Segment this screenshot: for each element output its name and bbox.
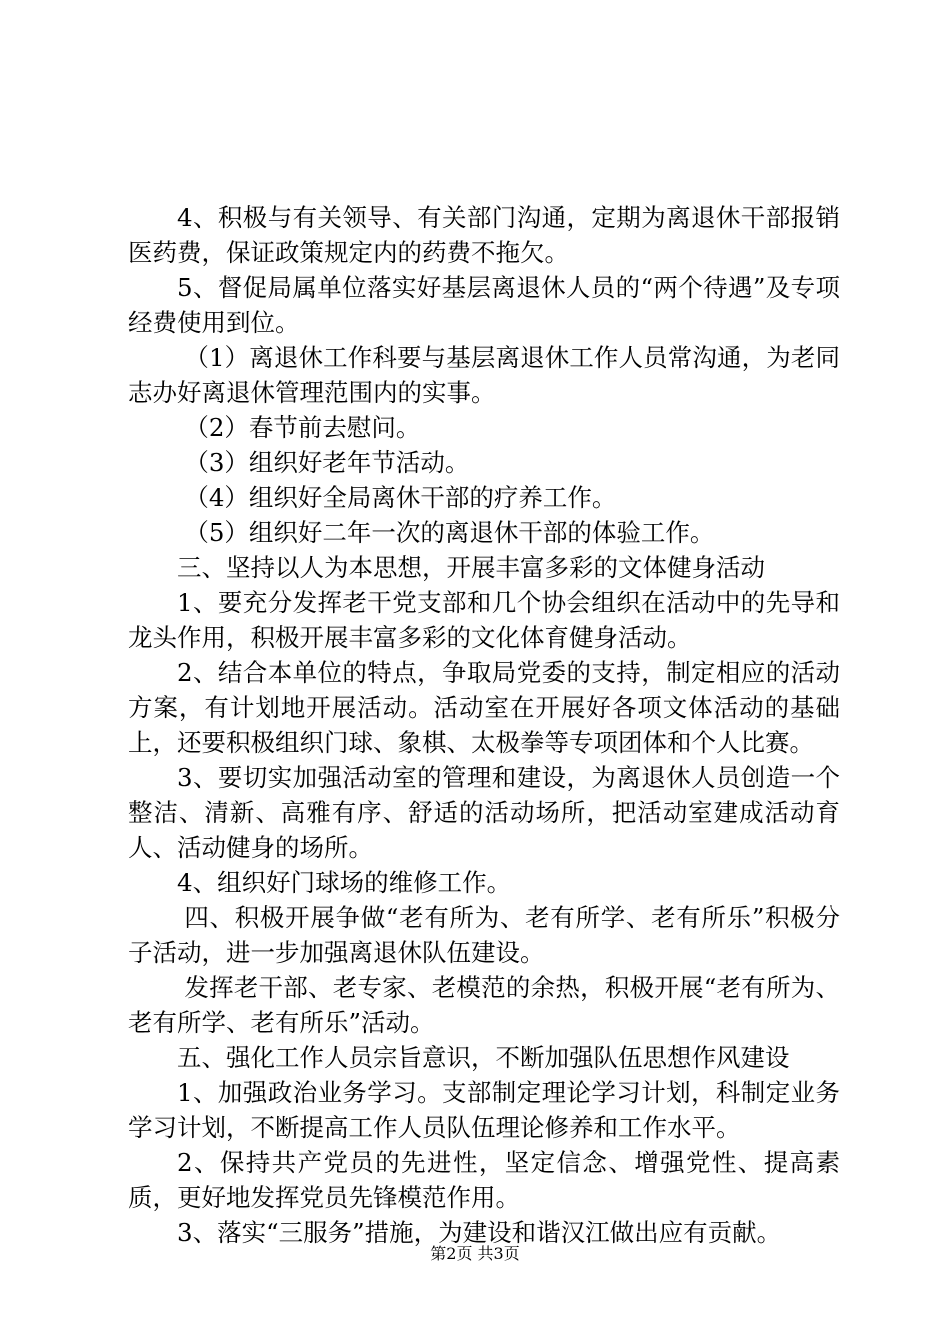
paragraph-sub-2-spring-festival: （2）春节前去慰问。 bbox=[184, 413, 421, 442]
paragraph-section3-item-4: 4、组织好门球场的维修工作。 bbox=[177, 868, 512, 897]
page-number-label: 第2页 共3页 bbox=[430, 1244, 520, 1263]
paragraph-sub-3-elderly-day: （3）组织好老年节活动。 bbox=[184, 448, 470, 477]
document-body bbox=[128, 200, 840, 1250]
paragraph-section5-item-1: 1、加强政治业务学习。支部制定理论学习计划，科制定业务学习计划，不断提高工作人员队伍理论修养和工作水平。 bbox=[128, 1078, 840, 1142]
page-footer bbox=[0, 1244, 950, 1264]
paragraph-item-5-two-treatments: 5、督促局属单位落实好基层离退休人员的“两个待遇”及专项经费使用到位。 bbox=[128, 273, 840, 337]
paragraph-section3-item-1: 1、要充分发挥老干党支部和几个协会组织在活动中的先导和龙头作用，积极开展丰富多彩的文化体育健身活动。 bbox=[128, 588, 840, 652]
section-heading-5: 五、强化工作人员宗旨意识，不断加强队伍思想作风建设 bbox=[177, 1043, 790, 1072]
paragraph-section3-item-3: 3、要切实加强活动室的管理和建设，为离退休人员创造一个整洁、清新、高雅有序、舒适的活动场所，把活动室建成活动育人、活动健身的场所。 bbox=[128, 763, 840, 862]
paragraph-sub-4-recuperation: （4）组织好全局离休干部的疗养工作。 bbox=[184, 483, 617, 512]
paragraph-section5-item-3: 3、落实“三服务”措施，为建设和谐汉江做出应有贡献。 bbox=[177, 1218, 782, 1247]
paragraph-item-4-medical-fees: 4、积极与有关领导、有关部门沟通，定期为离退休干部报销医药费，保证政策规定内的药费不拖欠。 bbox=[128, 203, 840, 267]
paragraph-section5-item-2: 2、保持共产党员的先进性，坚定信念、增强党性、提高素质，更好地发挥党员先锋模范作用。 bbox=[128, 1148, 840, 1212]
section-heading-4: 四、积极开展争做“老有所为、老有所学、老有所乐”积极分子活动，进一步加强离退休队伍建设。 bbox=[128, 903, 840, 967]
paragraph-sub-5-checkup: （5）组织好二年一次的离退休干部的体验工作。 bbox=[184, 518, 715, 547]
paragraph-section4-body: 发挥老干部、老专家、老模范的余热，积极开展“老有所为、老有所学、老有所乐”活动。 bbox=[128, 973, 840, 1037]
paragraph-section3-item-2: 2、结合本单位的特点，争取局党委的支持，制定相应的活动方案，有计划地开展活动。活动室在开展好各项文体活动的基础上，还要积极组织门球、象棋、太极拳等专项团体和个人比赛。 bbox=[128, 658, 840, 757]
section-heading-3: 三、坚持以人为本思想，开展丰富多彩的文体健身活动 bbox=[177, 553, 765, 582]
paragraph-sub-1-communication: （1）离退休工作科要与基层离退休工作人员常沟通，为老同志办好离退休管理范围内的实事。 bbox=[128, 343, 840, 407]
